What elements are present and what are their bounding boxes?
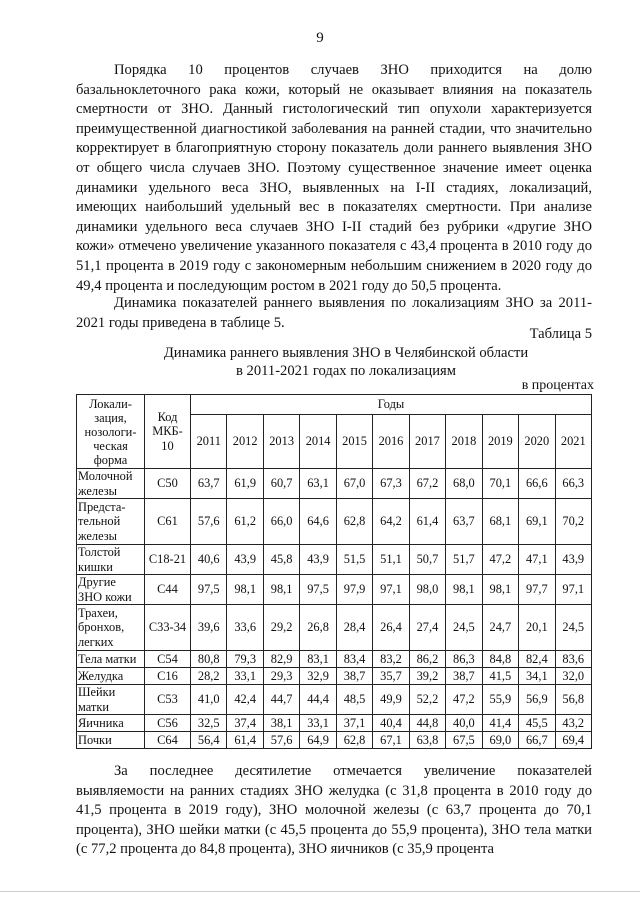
row-value: 40,6 xyxy=(191,545,227,575)
row-value: 63,1 xyxy=(300,469,336,499)
table-row xyxy=(77,469,592,499)
row-localization: Почки xyxy=(77,732,145,749)
row-value: 29,2 xyxy=(263,605,299,651)
row-value: 33,6 xyxy=(227,605,263,651)
row-value: 66,6 xyxy=(519,469,555,499)
row-localization: Яичника xyxy=(77,715,145,732)
row-icd-code: C18-21 xyxy=(145,545,191,575)
row-value: 97,1 xyxy=(555,575,591,605)
row-value: 86,2 xyxy=(409,651,445,668)
paragraph-table-ref: Динамика показателей раннего выявления по локализациям ЗНО за 2011-2021 годы приведена в таблице 5. xyxy=(76,295,592,331)
header-year: 2012 xyxy=(227,415,263,469)
row-value: 97,1 xyxy=(373,575,409,605)
row-value: 68,1 xyxy=(482,499,518,545)
row-value: 47,2 xyxy=(482,545,518,575)
header-localization: Локали- зация, нозологи- ческая форма xyxy=(77,395,145,469)
row-value: 52,2 xyxy=(409,685,445,715)
paragraph-intro: Порядка 10 процентов случаев ЗНО приходится на долю базальноклеточного рака кожи, который не оказывает влияния на показатель смертности от ЗНО. Данный гистологический тип опухоли характеризуется преимущественной диагностикой заболевания на ранней стадии, что значительно корректирует в благоприятную сторону показатель доли раннего выявления ЗНО от общего числа случаев ЗНО. Поэтому существенное значение имеет оценка динамики удельного веса ЗНО, выявленных на I-II стадиях, локализаций, имеющих наибольший удельный вес в показателях смертности. При анализе динамики удельного веса случаев ЗНО I-II стадий без рубрики «другие ЗНО кожи» отмечено увеличение указанного показателя с 43,4 процента в 2010 году до 51,1 процента в 2019 году с закономерным небольшим снижением в 2020 году до 49,4 процента и последующим ростом в 2021 году до 50,5 процента. xyxy=(76,62,592,294)
header-year: 2018 xyxy=(446,415,482,469)
row-value: 43,9 xyxy=(555,545,591,575)
row-value: 97,9 xyxy=(336,575,372,605)
row-value: 98,0 xyxy=(409,575,445,605)
row-value: 34,1 xyxy=(519,668,555,685)
row-localization: Шейки матки xyxy=(77,685,145,715)
row-localization: Трахеи, бронхов, легких xyxy=(77,605,145,651)
row-value: 83,2 xyxy=(373,651,409,668)
row-value: 68,0 xyxy=(446,469,482,499)
row-value: 62,8 xyxy=(336,499,372,545)
row-value: 64,6 xyxy=(300,499,336,545)
row-localization: Толстой кишки xyxy=(77,545,145,575)
row-value: 61,4 xyxy=(227,732,263,749)
row-value: 82,4 xyxy=(519,651,555,668)
row-icd-code: C33-34 xyxy=(145,605,191,651)
table-units: в процентах xyxy=(521,378,594,393)
row-value: 56,8 xyxy=(555,685,591,715)
header-code: Код МКБ- 10 xyxy=(145,395,191,469)
row-icd-code: C50 xyxy=(145,469,191,499)
row-value: 28,2 xyxy=(191,668,227,685)
row-value: 45,5 xyxy=(519,715,555,732)
table-number-label: Таблица 5 xyxy=(529,326,592,342)
row-value: 56,4 xyxy=(191,732,227,749)
row-value: 26,4 xyxy=(373,605,409,651)
row-value: 41,0 xyxy=(191,685,227,715)
row-value: 70,2 xyxy=(555,499,591,545)
row-value: 97,5 xyxy=(191,575,227,605)
row-value: 44,7 xyxy=(263,685,299,715)
table-row xyxy=(77,575,592,605)
row-icd-code: C44 xyxy=(145,575,191,605)
row-value: 24,7 xyxy=(482,605,518,651)
row-localization: Предста- тельной железы xyxy=(77,499,145,545)
row-value: 69,4 xyxy=(555,732,591,749)
row-value: 86,3 xyxy=(446,651,482,668)
header-year: 2016 xyxy=(373,415,409,469)
row-icd-code: C53 xyxy=(145,685,191,715)
row-value: 70,1 xyxy=(482,469,518,499)
row-value: 98,1 xyxy=(263,575,299,605)
header-year: 2014 xyxy=(300,415,336,469)
row-value: 32,9 xyxy=(300,668,336,685)
header-year: 2019 xyxy=(482,415,518,469)
table-row xyxy=(77,545,592,575)
row-value: 67,0 xyxy=(336,469,372,499)
row-value: 47,1 xyxy=(519,545,555,575)
row-value: 79,3 xyxy=(227,651,263,668)
row-value: 48,5 xyxy=(336,685,372,715)
row-value: 83,6 xyxy=(555,651,591,668)
row-localization: Тела матки xyxy=(77,651,145,668)
row-value: 67,2 xyxy=(409,469,445,499)
row-value: 60,7 xyxy=(263,469,299,499)
table-title-line1: Динамика раннего выявления ЗНО в Челябинской области xyxy=(163,345,529,361)
table-header-row xyxy=(77,395,592,415)
row-value: 45,8 xyxy=(263,545,299,575)
row-value: 69,0 xyxy=(482,732,518,749)
row-value: 27,4 xyxy=(409,605,445,651)
row-value: 33,1 xyxy=(300,715,336,732)
row-value: 32,0 xyxy=(555,668,591,685)
table-row xyxy=(77,715,592,732)
row-value: 43,2 xyxy=(555,715,591,732)
row-value: 97,5 xyxy=(300,575,336,605)
row-value: 38,7 xyxy=(336,668,372,685)
row-value: 83,4 xyxy=(336,651,372,668)
row-value: 67,1 xyxy=(373,732,409,749)
row-value: 32,5 xyxy=(191,715,227,732)
row-value: 50,7 xyxy=(409,545,445,575)
row-value: 97,7 xyxy=(519,575,555,605)
table-title-line2: в 2011-2021 годах по локализациям xyxy=(236,363,456,379)
row-value: 41,5 xyxy=(482,668,518,685)
row-value: 66,7 xyxy=(519,732,555,749)
row-value: 98,1 xyxy=(446,575,482,605)
row-value: 40,0 xyxy=(446,715,482,732)
row-value: 39,2 xyxy=(409,668,445,685)
table-row xyxy=(77,651,592,668)
row-value: 62,8 xyxy=(336,732,372,749)
row-value: 82,9 xyxy=(263,651,299,668)
table-row xyxy=(77,732,592,749)
row-value: 51,7 xyxy=(446,545,482,575)
row-value: 28,4 xyxy=(336,605,372,651)
row-value: 64,2 xyxy=(373,499,409,545)
table-row xyxy=(77,685,592,715)
table-row xyxy=(77,668,592,685)
early-detection-table xyxy=(76,394,592,749)
row-value: 43,9 xyxy=(227,545,263,575)
header-years-label: Годы xyxy=(191,395,592,415)
row-value: 42,4 xyxy=(227,685,263,715)
row-value: 37,1 xyxy=(336,715,372,732)
row-value: 29,3 xyxy=(263,668,299,685)
paragraph-conclusion: За последнее десятилетие отмечается увеличение показателей выявляемости на ранних стадиях ЗНО желудка (с 31,8 процента в 2010 году до 41,5 процента в 2019 году), ЗНО молочной железы (с 63,7 процента до 70,1 процента), ЗНО шейки матки (с 45,5 процента до 55,9 процента), ЗНО тела матки (с 77,2 процента до 84,8 процента), ЗНО яичников (с 35,9 процента xyxy=(76,763,592,858)
row-value: 83,1 xyxy=(300,651,336,668)
row-value: 80,8 xyxy=(191,651,227,668)
row-value: 67,3 xyxy=(373,469,409,499)
header-year: 2021 xyxy=(555,415,591,469)
row-value: 84,8 xyxy=(482,651,518,668)
row-value: 40,4 xyxy=(373,715,409,732)
header-year: 2011 xyxy=(191,415,227,469)
row-value: 63,8 xyxy=(409,732,445,749)
page-number: 9 xyxy=(316,30,324,46)
row-value: 61,2 xyxy=(227,499,263,545)
row-localization: Молочной железы xyxy=(77,469,145,499)
row-value: 61,4 xyxy=(409,499,445,545)
row-localization: Другие ЗНО кожи xyxy=(77,575,145,605)
row-value: 56,9 xyxy=(519,685,555,715)
table-body xyxy=(77,469,592,749)
row-value: 57,6 xyxy=(191,499,227,545)
row-value: 98,1 xyxy=(227,575,263,605)
row-value: 39,6 xyxy=(191,605,227,651)
row-value: 67,5 xyxy=(446,732,482,749)
row-localization: Желудка xyxy=(77,668,145,685)
row-value: 38,1 xyxy=(263,715,299,732)
row-icd-code: C64 xyxy=(145,732,191,749)
header-year: 2017 xyxy=(409,415,445,469)
row-value: 35,7 xyxy=(373,668,409,685)
row-value: 44,4 xyxy=(300,685,336,715)
row-value: 63,7 xyxy=(446,499,482,545)
row-value: 57,6 xyxy=(263,732,299,749)
table-row xyxy=(77,605,592,651)
row-value: 44,8 xyxy=(409,715,445,732)
row-value: 26,8 xyxy=(300,605,336,651)
row-value: 98,1 xyxy=(482,575,518,605)
row-value: 38,7 xyxy=(446,668,482,685)
table-row xyxy=(77,499,592,545)
row-value: 24,5 xyxy=(446,605,482,651)
row-value: 51,1 xyxy=(373,545,409,575)
row-value: 64,9 xyxy=(300,732,336,749)
row-value: 43,9 xyxy=(300,545,336,575)
row-value: 61,9 xyxy=(227,469,263,499)
row-value: 20,1 xyxy=(519,605,555,651)
row-value: 69,1 xyxy=(519,499,555,545)
header-year: 2020 xyxy=(519,415,555,469)
row-value: 63,7 xyxy=(191,469,227,499)
table-title xyxy=(76,344,616,380)
header-year: 2015 xyxy=(336,415,372,469)
row-value: 49,9 xyxy=(373,685,409,715)
row-icd-code: C54 xyxy=(145,651,191,668)
bottom-divider xyxy=(0,891,640,892)
row-value: 24,5 xyxy=(555,605,591,651)
row-value: 51,5 xyxy=(336,545,372,575)
row-value: 66,3 xyxy=(555,469,591,499)
row-value: 47,2 xyxy=(446,685,482,715)
row-icd-code: C56 xyxy=(145,715,191,732)
row-icd-code: C61 xyxy=(145,499,191,545)
row-value: 33,1 xyxy=(227,668,263,685)
header-year: 2013 xyxy=(263,415,299,469)
row-value: 41,4 xyxy=(482,715,518,732)
row-icd-code: C16 xyxy=(145,668,191,685)
row-value: 66,0 xyxy=(263,499,299,545)
row-value: 55,9 xyxy=(482,685,518,715)
row-value: 37,4 xyxy=(227,715,263,732)
